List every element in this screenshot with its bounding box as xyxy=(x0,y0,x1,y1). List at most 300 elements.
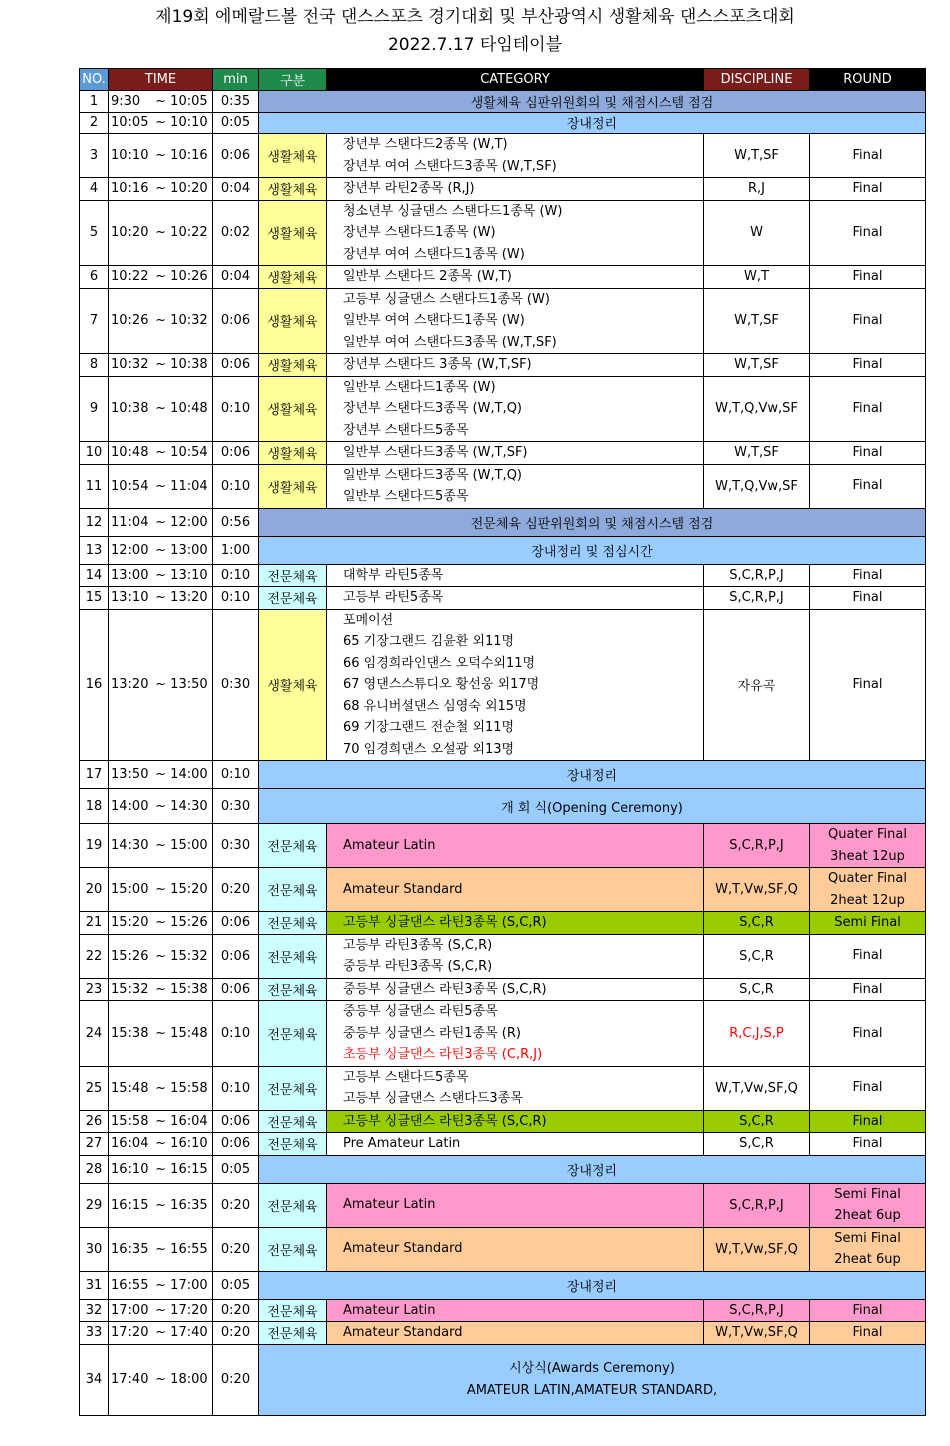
round-line: Final xyxy=(852,181,883,196)
row-category xyxy=(327,200,704,266)
table-row xyxy=(80,200,926,266)
row-duration: 0:56 xyxy=(213,508,259,536)
row-discipline: W,T,SF xyxy=(704,288,810,354)
document-title: 제19회 에메랄드볼 전국 댄스스포츠 경기대회 및 부산광역시 생활체육 댄스스포츠대회 xyxy=(155,7,795,27)
category-line: 장년부 라틴2종목 (R,J) xyxy=(343,181,475,196)
row-duration: 0:20 xyxy=(213,1322,259,1345)
row-end-time: 10:20 xyxy=(170,181,208,197)
time-separator: ~ xyxy=(151,1113,171,1129)
row-gubun: 전문체육 xyxy=(259,934,327,978)
round-line: Quater Final xyxy=(828,827,907,842)
row-start-time: 12:00 xyxy=(111,542,149,558)
document-subtitle: 2022.7.17 타임테이블 xyxy=(387,35,563,55)
row-end-time: 14:00 xyxy=(170,767,208,782)
row-gubun: 전문체육 xyxy=(259,564,327,587)
category-line: 고등부 라틴5종목 xyxy=(343,590,444,605)
row-time xyxy=(109,564,213,587)
row-end-time: 10:32 xyxy=(170,313,208,329)
category-line: 일반부 스탠다드5종목 xyxy=(343,489,469,504)
row-start-time: 16:15 xyxy=(111,1197,149,1213)
row-start-time: 10:16 xyxy=(111,181,149,197)
row-start-time: 13:50 xyxy=(111,767,149,782)
category-line: 70 임경희댄스 오설광 외13명 xyxy=(343,741,515,757)
row-number: 26 xyxy=(80,1110,109,1133)
row-end-time: 10:26 xyxy=(170,269,208,285)
round-line: Final xyxy=(852,147,883,163)
time-separator: ~ xyxy=(151,838,171,853)
row-duration: 0:10 xyxy=(213,464,259,508)
category-line: 69 기장그랜드 전순철 외11명 xyxy=(343,720,515,735)
category-line: 고등부 싱글댄스 라틴3종목 (S,C,R) xyxy=(343,1113,547,1129)
row-time xyxy=(109,1155,213,1183)
round-line: Final xyxy=(852,981,883,997)
row-discipline: W xyxy=(704,200,810,266)
row-time xyxy=(109,266,213,289)
table-row xyxy=(80,1001,926,1067)
row-end-time: 15:26 xyxy=(170,915,208,931)
row-duration: 0:06 xyxy=(213,442,259,465)
row-duration: 0:06 xyxy=(213,1133,259,1156)
row-number: 11 xyxy=(80,464,109,508)
row-time xyxy=(109,442,213,465)
row-start-time: 15:00 xyxy=(111,882,149,897)
time-separator: ~ xyxy=(151,445,171,461)
row-category xyxy=(327,1227,704,1271)
category-line: 장년부 스탠다드2종목 (W,T) xyxy=(343,137,508,152)
row-round xyxy=(810,1299,926,1322)
row-number: 15 xyxy=(80,587,109,610)
row-notice: 생활체육 심판위원회의 및 채점시스템 점검 xyxy=(259,91,926,113)
time-separator: ~ xyxy=(151,677,171,693)
row-number: 21 xyxy=(80,912,109,935)
row-category xyxy=(327,587,704,610)
row-time xyxy=(109,536,213,564)
round-line: Final xyxy=(852,225,883,240)
timetable xyxy=(79,68,926,1416)
row-duration: 0:10 xyxy=(213,1066,259,1110)
row-number: 1 xyxy=(80,91,109,113)
round-line: Final xyxy=(852,269,883,284)
category-line: 중등부 싱글댄스 라틴1종목 (R) xyxy=(343,1025,521,1041)
row-number: 14 xyxy=(80,564,109,587)
row-duration: 0:06 xyxy=(213,1110,259,1133)
row-start-time: 17:00 xyxy=(111,1302,149,1318)
row-number: 22 xyxy=(80,934,109,978)
category-line: 일반부 스탠다드3종목 (W,T,Q) xyxy=(343,467,522,483)
row-category xyxy=(327,464,704,508)
row-duration: 0:04 xyxy=(213,178,259,201)
row-end-time: 17:40 xyxy=(170,1325,208,1341)
row-time xyxy=(109,868,213,912)
row-start-time: 10:48 xyxy=(111,445,149,461)
category-line: 고등부 싱글댄스 스탠다드3종목 xyxy=(343,1091,523,1106)
category-line: 중등부 라틴3종목 (S,C,R) xyxy=(343,959,493,974)
header-gubun: 구분 xyxy=(259,69,327,91)
row-category xyxy=(327,1322,704,1345)
row-time xyxy=(109,934,213,978)
table-row xyxy=(80,1344,926,1415)
time-separator: ~ xyxy=(151,981,171,997)
row-category xyxy=(327,1133,704,1156)
row-time xyxy=(109,508,213,536)
row-discipline: S,C,R xyxy=(704,934,810,978)
table-row xyxy=(80,1183,926,1227)
category-line: 장년부 스탠다드5종목 xyxy=(343,422,469,438)
row-round xyxy=(810,464,926,508)
row-time xyxy=(109,178,213,201)
category-line: 67 영댄스스튜디오 황선웅 외17명 xyxy=(343,677,540,692)
row-gubun: 전문체육 xyxy=(259,1066,327,1110)
category-line: 장년부 스탠다드1종목 (W) xyxy=(343,225,496,240)
row-end-time: 15:20 xyxy=(170,882,208,897)
row-time xyxy=(109,1066,213,1110)
row-notice: 장내정리 xyxy=(259,112,926,134)
row-category xyxy=(327,442,704,465)
row-notice: 장내정리 xyxy=(259,761,926,789)
row-discipline: S,C,R xyxy=(704,912,810,935)
row-gubun: 전문체육 xyxy=(259,1110,327,1133)
row-notice xyxy=(259,1344,926,1415)
row-start-time: 15:32 xyxy=(111,981,149,997)
table-row xyxy=(80,1299,926,1322)
row-discipline: W,T,SF xyxy=(704,354,810,377)
row-number: 3 xyxy=(80,134,109,178)
table-row xyxy=(80,934,926,978)
row-number: 19 xyxy=(80,824,109,868)
row-category xyxy=(327,178,704,201)
row-discipline: S,C,R,P,J xyxy=(704,1299,810,1322)
row-gubun: 전문체육 xyxy=(259,912,327,935)
row-time xyxy=(109,761,213,789)
row-start-time: 15:20 xyxy=(111,915,149,931)
row-gubun: 생활체육 xyxy=(259,376,327,442)
round-line: Final xyxy=(852,677,883,692)
round-line: 2heat 6up xyxy=(834,1252,901,1267)
round-line: 3heat 12up xyxy=(830,848,905,864)
row-end-time: 15:32 xyxy=(170,948,208,964)
table-row xyxy=(80,761,926,789)
table-row xyxy=(80,609,926,761)
row-duration: 0:05 xyxy=(213,1155,259,1183)
row-gubun: 생활체육 xyxy=(259,609,327,761)
row-category xyxy=(327,934,704,978)
time-separator: ~ xyxy=(151,115,171,131)
category-line: 일반부 여여 스탠다드3종목 (W,T,SF) xyxy=(343,334,557,350)
row-category xyxy=(327,1299,704,1322)
row-duration: 0:06 xyxy=(213,354,259,377)
row-duration: 0:30 xyxy=(213,609,259,761)
row-category xyxy=(327,824,704,868)
row-time xyxy=(109,354,213,377)
row-end-time: 13:50 xyxy=(170,677,208,693)
round-line: Final xyxy=(852,1025,883,1041)
row-start-time: 13:10 xyxy=(111,590,149,606)
table-row xyxy=(80,1322,926,1345)
row-number: 28 xyxy=(80,1155,109,1183)
row-number: 8 xyxy=(80,354,109,377)
round-line: Final xyxy=(852,1302,883,1318)
row-duration: 0:20 xyxy=(213,1183,259,1227)
row-end-time: 10:05 xyxy=(170,93,208,109)
row-duration: 0:10 xyxy=(213,564,259,587)
row-discipline: S,C,R xyxy=(704,1133,810,1156)
category-line: 장년부 여여 스탠다드1종목 (W) xyxy=(343,246,525,262)
row-end-time: 15:58 xyxy=(170,1080,208,1096)
time-separator: ~ xyxy=(151,514,171,530)
row-discipline: S,C,R,P,J xyxy=(704,564,810,587)
row-end-time: 16:04 xyxy=(170,1113,208,1129)
row-gubun: 전문체육 xyxy=(259,1227,327,1271)
row-discipline: W,T,Vw,SF,Q xyxy=(704,1066,810,1110)
time-separator: ~ xyxy=(151,1325,171,1341)
row-duration: 0:30 xyxy=(213,824,259,868)
row-end-time: 13:10 xyxy=(170,567,208,583)
timetable-body xyxy=(80,91,926,1416)
row-duration: 0:20 xyxy=(213,868,259,912)
row-end-time: 17:00 xyxy=(170,1277,208,1293)
row-number: 10 xyxy=(80,442,109,465)
row-time xyxy=(109,824,213,868)
table-row xyxy=(80,442,926,465)
row-duration: 0:35 xyxy=(213,91,259,113)
row-category xyxy=(327,134,704,178)
time-separator: ~ xyxy=(151,401,171,417)
row-time xyxy=(109,91,213,113)
category-line: Amateur Standard xyxy=(343,1241,463,1257)
row-end-time: 18:00 xyxy=(170,1372,208,1387)
table-row xyxy=(80,1110,926,1133)
row-discipline: R,J xyxy=(704,178,810,201)
row-time xyxy=(109,376,213,442)
row-number: 27 xyxy=(80,1133,109,1156)
category-line: 초등부 싱글댄스 라틴3종목 (C,R,J) xyxy=(343,1047,543,1062)
row-end-time: 16:10 xyxy=(170,1136,208,1152)
row-number: 20 xyxy=(80,868,109,912)
row-start-time: 10:05 xyxy=(111,115,149,131)
row-time xyxy=(109,789,213,824)
row-discipline: W,T xyxy=(704,266,810,289)
row-start-time: 10:22 xyxy=(111,269,149,285)
row-start-time: 16:55 xyxy=(111,1277,149,1293)
category-line: 일반부 스탠다드1종목 (W) xyxy=(343,379,496,395)
category-line: 중등부 싱글댄스 라틴3종목 (S,C,R) xyxy=(343,981,547,997)
row-end-time: 14:30 xyxy=(170,798,208,814)
row-time xyxy=(109,200,213,266)
table-row xyxy=(80,112,926,134)
category-line: 66 임경희라인댄스 오덕수외11명 xyxy=(343,655,536,671)
row-number: 25 xyxy=(80,1066,109,1110)
row-number: 32 xyxy=(80,1299,109,1322)
round-line: Final xyxy=(852,357,883,372)
row-end-time: 13:20 xyxy=(170,590,208,606)
row-gubun: 전문체육 xyxy=(259,1183,327,1227)
round-line: Final xyxy=(852,478,883,494)
row-time xyxy=(109,912,213,935)
row-category xyxy=(327,1183,704,1227)
row-gubun: 전문체육 xyxy=(259,978,327,1001)
row-number: 31 xyxy=(80,1271,109,1299)
table-row xyxy=(80,178,926,201)
category-line: 장년부 스탠다드 3종목 (W,T,SF) xyxy=(343,357,532,372)
category-line: Amateur Latin xyxy=(343,1302,436,1318)
row-number: 17 xyxy=(80,761,109,789)
row-start-time: 17:20 xyxy=(111,1325,149,1341)
row-number: 33 xyxy=(80,1322,109,1345)
category-line: Amateur Standard xyxy=(343,881,463,897)
time-separator: ~ xyxy=(151,567,171,583)
time-separator: ~ xyxy=(151,1080,171,1096)
row-start-time: 15:58 xyxy=(111,1113,149,1129)
row-number: 7 xyxy=(80,288,109,354)
category-line: 포메이션 xyxy=(343,612,394,628)
row-gubun: 전문체육 xyxy=(259,868,327,912)
category-line: 고등부 싱글댄스 스탠다드1종목 (W) xyxy=(343,291,550,307)
row-start-time: 15:26 xyxy=(111,948,149,964)
row-notice: 장내정리 xyxy=(259,1155,926,1183)
category-line: 일반부 스탠다드3종목 (W,T,SF) xyxy=(343,445,528,460)
row-end-time: 10:10 xyxy=(170,115,208,131)
round-line: Final xyxy=(852,1113,883,1129)
row-category xyxy=(327,376,704,442)
row-start-time: 10:10 xyxy=(111,148,149,163)
time-separator: ~ xyxy=(151,1136,171,1152)
row-time xyxy=(109,1001,213,1067)
category-line: 장년부 여여 스탠다드3종목 (W,T,SF) xyxy=(343,158,557,174)
row-time xyxy=(109,1344,213,1415)
row-round xyxy=(810,934,926,978)
row-duration: 0:10 xyxy=(213,1001,259,1067)
table-row xyxy=(80,91,926,113)
row-round xyxy=(810,978,926,1001)
row-category xyxy=(327,868,704,912)
row-duration: 0:05 xyxy=(213,112,259,134)
row-gubun: 생활체육 xyxy=(259,442,327,465)
row-gubun: 전문체육 xyxy=(259,1133,327,1156)
header-category: CATEGORY xyxy=(327,69,704,91)
row-category xyxy=(327,1110,704,1133)
row-round xyxy=(810,1133,926,1156)
table-row xyxy=(80,912,926,935)
row-gubun: 전문체육 xyxy=(259,1322,327,1345)
time-separator: ~ xyxy=(151,225,171,241)
time-separator: ~ xyxy=(151,1241,171,1257)
row-end-time: 16:35 xyxy=(170,1197,208,1213)
row-duration: 0:10 xyxy=(213,587,259,610)
row-duration: 0:10 xyxy=(213,376,259,442)
time-separator: ~ xyxy=(151,542,171,558)
row-end-time: 11:04 xyxy=(170,478,208,494)
category-line: 대학부 라틴5종목 xyxy=(343,567,444,583)
row-round xyxy=(810,564,926,587)
row-category xyxy=(327,1001,704,1067)
row-end-time: 17:20 xyxy=(170,1302,208,1318)
row-duration: 0:04 xyxy=(213,266,259,289)
table-row xyxy=(80,134,926,178)
row-number: 30 xyxy=(80,1227,109,1271)
row-duration: 0:20 xyxy=(213,1227,259,1271)
row-discipline: S,C,R xyxy=(704,1110,810,1133)
row-duration: 0:06 xyxy=(213,288,259,354)
row-discipline: W,T,Vw,SF,Q xyxy=(704,1227,810,1271)
row-round xyxy=(810,1322,926,1345)
round-line: Final xyxy=(852,948,883,964)
time-separator: ~ xyxy=(151,767,171,782)
time-separator: ~ xyxy=(151,590,171,606)
header-row xyxy=(80,69,926,91)
row-gubun: 생활체육 xyxy=(259,288,327,354)
table-row xyxy=(80,1133,926,1156)
row-end-time: 10:22 xyxy=(170,225,208,241)
time-separator: ~ xyxy=(151,948,171,964)
row-round xyxy=(810,178,926,201)
table-row xyxy=(80,266,926,289)
row-gubun: 전문체육 xyxy=(259,1001,327,1067)
row-duration: 0:06 xyxy=(213,978,259,1001)
row-number: 12 xyxy=(80,508,109,536)
row-end-time: 16:15 xyxy=(170,1161,208,1177)
category-line: 중등부 싱글댄스 라틴5종목 xyxy=(343,1004,498,1019)
row-gubun: 생활체육 xyxy=(259,134,327,178)
row-end-time: 10:16 xyxy=(170,148,208,163)
time-separator: ~ xyxy=(151,269,171,285)
row-end-time: 16:55 xyxy=(170,1241,208,1257)
row-time xyxy=(109,587,213,610)
row-discipline: W,T,Vw,SF,Q xyxy=(704,868,810,912)
category-line: 청소년부 싱글댄스 스탠다드1종목 (W) xyxy=(343,203,563,219)
row-notice: 전문체육 심판위원회의 및 채점시스템 점검 xyxy=(259,508,926,536)
row-category xyxy=(327,912,704,935)
row-number: 16 xyxy=(80,609,109,761)
table-row xyxy=(80,587,926,610)
table-row xyxy=(80,824,926,868)
table-row xyxy=(80,464,926,508)
row-notice: 장내정리 xyxy=(259,1271,926,1299)
row-number: 24 xyxy=(80,1001,109,1067)
category-line: 고등부 싱글댄스 라틴3종목 (S,C,R) xyxy=(343,915,547,930)
round-line: Semi Final xyxy=(834,915,901,930)
round-line: Final xyxy=(852,1136,883,1151)
row-gubun: 생활체육 xyxy=(259,178,327,201)
category-line: Amateur Standard xyxy=(343,1325,463,1340)
notice-line: 시상식(Awards Ceremony) xyxy=(509,1361,675,1376)
header-round: ROUND xyxy=(810,69,926,91)
row-gubun: 전문체육 xyxy=(259,824,327,868)
header-discipline: DISCIPLINE xyxy=(704,69,810,91)
row-duration: 0:20 xyxy=(213,1344,259,1415)
row-start-time: 10:54 xyxy=(111,478,149,494)
category-line: 68 유니버셜댄스 심영숙 외15명 xyxy=(343,698,527,714)
row-start-time: 9:30 xyxy=(111,93,141,109)
row-time xyxy=(109,1299,213,1322)
row-start-time: 15:38 xyxy=(111,1025,149,1041)
row-number: 5 xyxy=(80,200,109,266)
row-duration: 0:20 xyxy=(213,1299,259,1322)
row-round xyxy=(810,1227,926,1271)
row-number: 13 xyxy=(80,536,109,564)
row-category xyxy=(327,609,704,761)
table-row xyxy=(80,789,926,824)
row-duration: 0:10 xyxy=(213,761,259,789)
row-end-time: 15:48 xyxy=(170,1025,208,1041)
table-row xyxy=(80,354,926,377)
time-separator: ~ xyxy=(151,1277,171,1293)
row-duration: 0:05 xyxy=(213,1271,259,1299)
row-category xyxy=(327,978,704,1001)
time-separator: ~ xyxy=(151,357,171,373)
table-row xyxy=(80,536,926,564)
row-time xyxy=(109,1110,213,1133)
row-round xyxy=(810,1110,926,1133)
